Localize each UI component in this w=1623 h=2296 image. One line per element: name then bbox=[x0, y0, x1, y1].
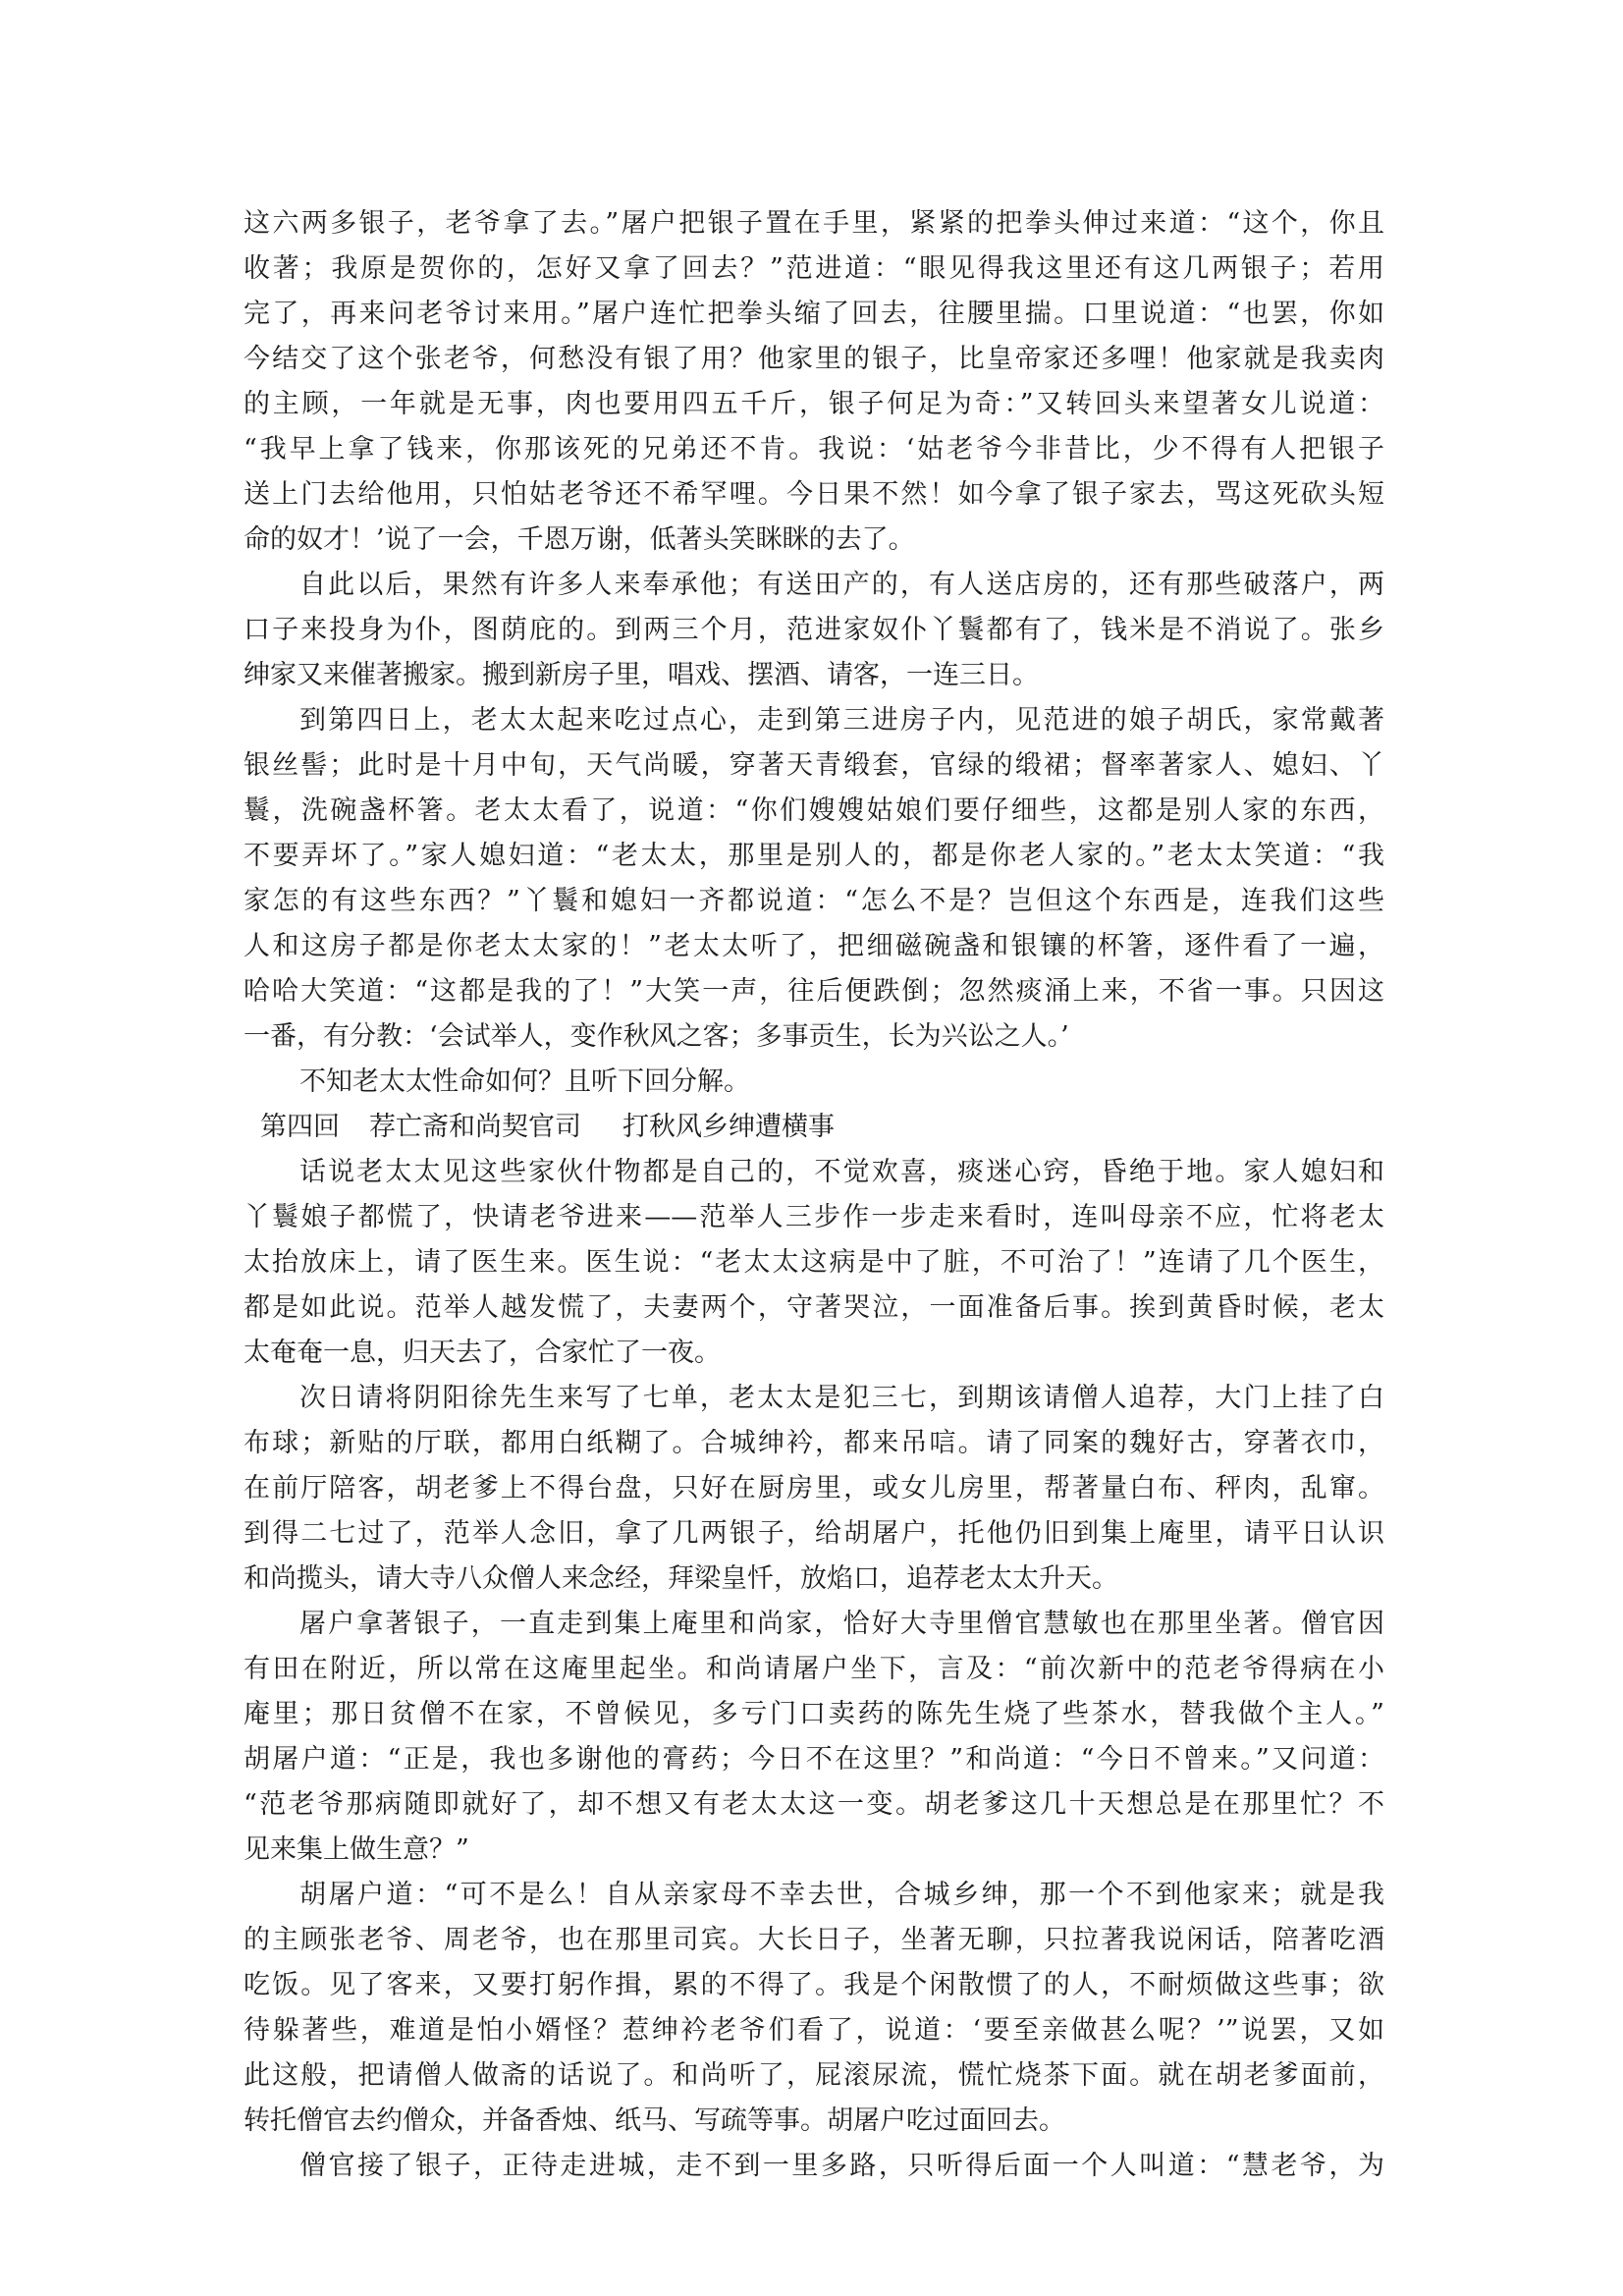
text-line: 收著；我原是贺你的，怎好又拿了回去？”范进道：“眼见得我这里还有这几两银子；若用 bbox=[243, 253, 1384, 284]
text-line: 的主顾张老爷、周老爷，也在那里司宾。大长日子，坐著无聊，只拉著我说闲话，陪著吃酒 bbox=[243, 1925, 1384, 1955]
text-line: 有田在附近，所以常在这庵里起坐。和尚请屠户坐下，言及：“前次新中的范老爷得病在小 bbox=[243, 1654, 1384, 1684]
text-line: 待躲著些，难道是怕小婿怪？惹绅衿老爷们看了，说道：‘要至亲做甚么呢？’”说罢，又如 bbox=[243, 2015, 1384, 2046]
text-line: 庵里；那日贫僧不在家，不曾候见，多亏门口卖药的陈先生烧了些茶水，替我做个主人。” bbox=[243, 1699, 1384, 1729]
text-line: 哈哈大笑道：“这都是我的了！”大笑一声，往后便跌倒；忽然痰涌上来，不省一事。只因这 bbox=[243, 976, 1384, 1007]
text-line: 人和这房子都是你老太太家的！”老太太听了，把细磁碗盏和银镶的杯箸，逐件看了一遍， bbox=[243, 931, 1384, 961]
text-line: 家怎的有这些东西？”丫鬟和媳妇一齐都说道：“怎么不是？岂但这个东西是，连我们这些 bbox=[243, 886, 1384, 916]
text-line: 僧官接了银子，正待走进城，走不到一里多路，只听得后面一个人叫道：“慧老爷，为 bbox=[299, 2151, 1384, 2181]
text-line: 和尚揽头，请大寺八众僧人来念经，拜梁皇忏，放焰口，追荐老太太升天。 bbox=[243, 1563, 1118, 1594]
text-line: 命的奴才！’说了一会，千恩万谢，低著头笑眯眯的去了。 bbox=[243, 524, 915, 555]
paragraph bbox=[243, 1873, 1384, 2144]
text-line: “范老爷那病随即就好了，却不想又有老太太这一变。胡老爹这几十天想总是在那里忙？不 bbox=[243, 1789, 1384, 1820]
chapter-number: 第四回 bbox=[260, 1112, 340, 1142]
text-line: 自此以后，果然有许多人来奉承他；有送田产的，有人送店房的，还有那些破落户，两 bbox=[299, 570, 1384, 600]
text-line: 鬟，洗碗盏杯箸。老太太看了，说道：“你们嫂嫂姑娘们要仔细些，这都是别人家的东西， bbox=[243, 795, 1384, 826]
text-line: 布球；新贴的厅联，都用白纸糊了。合城绅衿，都来吊唁。请了同案的魏好古，穿著衣巾， bbox=[243, 1428, 1384, 1458]
text-line: 不要弄坏了。”家人媳妇道：“老太太，那里是别人的，都是你老人家的。”老太太笑道：“我 bbox=[243, 841, 1384, 871]
text-line: 转托僧官去约僧众，并备香烛、纸马、写疏等事。胡屠户吃过面回去。 bbox=[243, 2105, 1065, 2136]
text-line: “我早上拿了钱来，你那该死的兄弟还不肯。我说：‘姑老爷今非昔比，少不得有人把银子 bbox=[243, 434, 1384, 465]
text-line: 送上门去给他用，只怕姑老爷还不希罕哩。今日果不然！如今拿了银子家去，骂这死砍头短 bbox=[243, 479, 1384, 510]
text-line: 太抬放床上，请了医生来。医生说：“老太太这病是中了脏，不可治了！”连请了几个医生， bbox=[243, 1247, 1384, 1278]
text-line: 胡屠户道：“正是，我也多谢他的膏药；今日不在这里？”和尚道：“今日不曾来。”又问道： bbox=[243, 1744, 1384, 1775]
text-line: 都是如此说。范举人越发慌了，夫妻两个，守著哭泣，一面准备后事。挨到黄昏时候，老太 bbox=[243, 1292, 1384, 1323]
text-line: 绅家又来催著搬家。搬到新房子里，唱戏、摆酒、请客，一连三日。 bbox=[243, 660, 1039, 690]
chapter-title-second: 打秋风乡绅遭横事 bbox=[622, 1112, 835, 1142]
paragraph bbox=[243, 2144, 1384, 2189]
text-line: 见来集上做生意？” bbox=[243, 1834, 469, 1865]
paragraph bbox=[243, 1150, 1384, 1376]
text-line: 胡屠户道：“可不是么！自从亲家母不幸去世，合城乡绅，那一个不到他家来；就是我 bbox=[299, 1880, 1384, 1910]
text-line: 不知老太太性命如何？且听下回分解。 bbox=[299, 1066, 750, 1097]
text-line: 在前厅陪客，胡老爹上不得台盘，只好在厨房里，或女儿房里，帮著量白布、秤肉，乱窜。 bbox=[243, 1473, 1384, 1503]
paragraph bbox=[243, 201, 1384, 563]
text-line: 今结交了这个张老爷，何愁没有银了用？他家里的银子，比皇帝家还多哩！他家就是我卖肉 bbox=[243, 344, 1384, 374]
paragraph bbox=[243, 1602, 1384, 1873]
text-line: 的主顾，一年就是无事，肉也要用四五千斤，银子何足为奇：”又转回头来望著女儿说道： bbox=[243, 389, 1384, 419]
text-line: 屠户拿著银子，一直走到集上庵里和尚家，恰好大寺里僧官慧敏也在那里坐著。僧官因 bbox=[299, 1609, 1384, 1639]
text-line: 话说老太太见这些家伙什物都是自己的，不觉欢喜，痰迷心窍，昏绝于地。家人媳妇和 bbox=[299, 1157, 1384, 1187]
text-line: 一番，有分教：‘会试举人，变作秋风之客；多事贡生，长为兴讼之人。’ bbox=[243, 1021, 1069, 1052]
text-line: 次日请将阴阳徐先生来写了七单，老太太是犯三七，到期该请僧人追荐，大门上挂了白 bbox=[299, 1383, 1384, 1413]
text-line: 口子来投身为仆，图荫庇的。到两三个月，范进家奴仆丫鬟都有了，钱米是不消说了。张乡 bbox=[243, 615, 1384, 645]
text-line: 丫鬟娘子都慌了，快请老爷进来——范举人三步作一步走来看时，连叫母亲不应，忙将老太 bbox=[243, 1202, 1384, 1232]
paragraph bbox=[243, 563, 1384, 698]
body-text bbox=[243, 201, 1384, 2189]
paragraph bbox=[243, 1060, 1384, 1105]
text-line: 吃饭。见了客来，又要打躬作揖，累的不得了。我是个闲散惯了的人，不耐烦做这些事；欲 bbox=[243, 1970, 1384, 2000]
text-line: 此这般，把请僧人做斋的话说了。和尚听了，屁滚尿流，慌忙烧茶下面。就在胡老爹面前， bbox=[243, 2060, 1384, 2091]
text-line: 到得二七过了，范举人念旧，拿了几两银子，给胡屠户，托他仍旧到集上庵里，请平日认识 bbox=[243, 1518, 1384, 1549]
paragraph bbox=[243, 698, 1384, 1060]
text-line: 这六两多银子，老爷拿了去。”屠户把银子置在手里，紧紧的把拳头伸过来道：“这个，你且 bbox=[243, 208, 1384, 239]
text-line: 银丝髻；此时是十月中旬，天气尚暖，穿著天青缎套，官绿的缎裙；督率著家人、媳妇、丫 bbox=[243, 750, 1384, 781]
chapter-heading bbox=[243, 1105, 1384, 1150]
paragraph bbox=[243, 1376, 1384, 1602]
text-line: 完了，再来问老爷讨来用。”屠户连忙把拳头缩了回去，往腰里揣。口里说道：“也罢，你如 bbox=[243, 299, 1384, 329]
text-line: 到第四日上，老太太起来吃过点心，走到第三进房子内，见范进的娘子胡氏，家常戴著 bbox=[299, 705, 1384, 736]
chapter-title-first: 荐亡斋和尚契官司 bbox=[369, 1112, 581, 1142]
text-line: 太奄奄一息，归天去了，合家忙了一夜。 bbox=[243, 1338, 721, 1368]
